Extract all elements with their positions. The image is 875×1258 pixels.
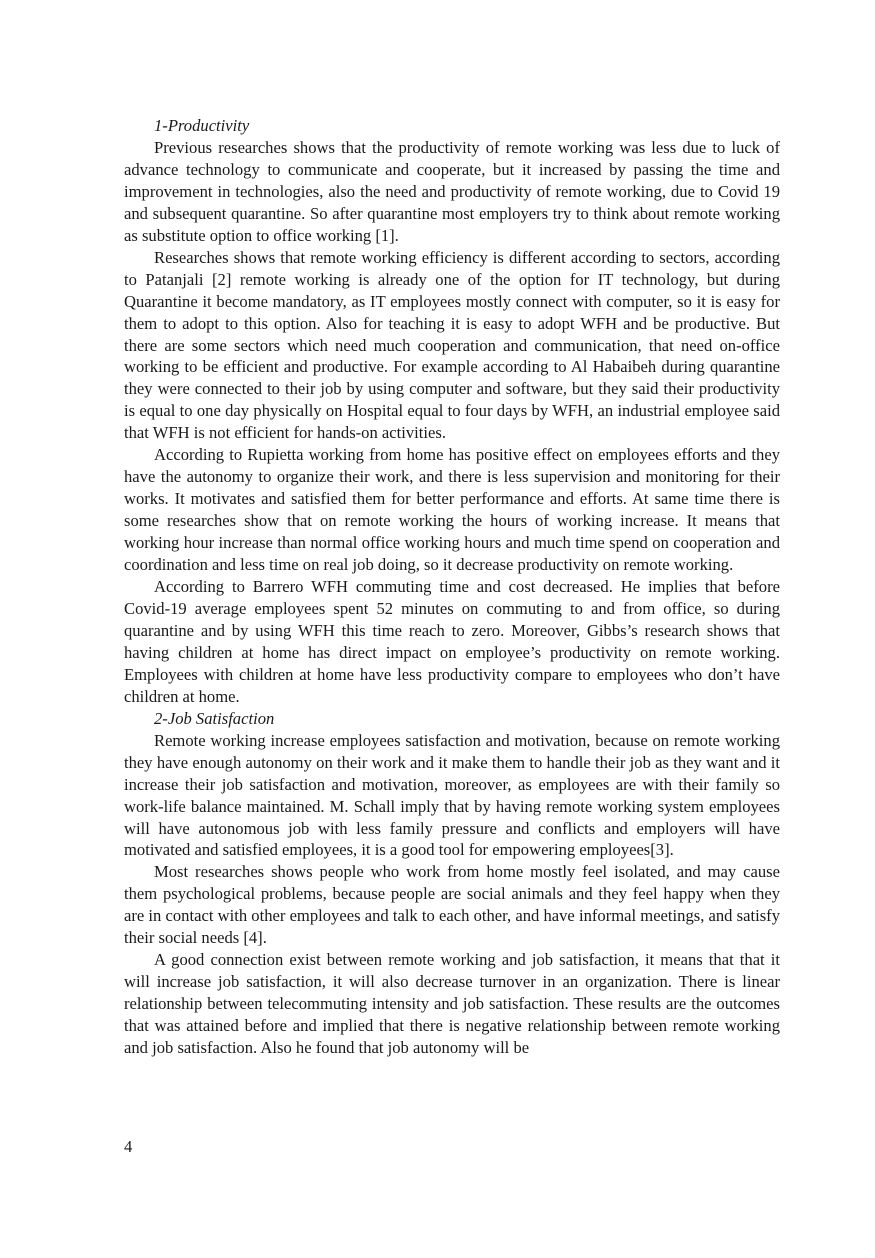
- section-heading-productivity: 1-Productivity: [154, 116, 250, 135]
- section-heading-job-satisfaction: 2-Job Satisfaction: [154, 708, 275, 728]
- paragraph: Previous researches shows that the productivity of remote working was less due to luck of advance technology to communicate and cooperate, but it increased by passing the time and improvement in technologies, also the need and productivity of remote working, due to Covid 19 and subsequent quarantine. So after quarantine most employers try to think about remote working as substitute option to office working [1].: [124, 137, 780, 245]
- paragraph: Remote working increase employees satisfaction and motivation, because on remote working they have enough autonomy on their work and it make them to handle their job as they want and it increase their job satisfaction and motivation, moreover, as employees are with their family so work-life balance maintained. M. Schall imply that by having remote working system employees will have autonomous job with less family pressure and conflicts and employers will have motivated and satisfied employees, it is a good tool for empowering employees[3].: [124, 730, 780, 860]
- paragraph: According to Barrero WFH commuting time and cost decreased. He implies that before Covid-19 average employees spent 52 minutes on commuting to and from office, so during quarantine and by using WFH this time reach to zero. Moreover, Gibbs’s research shows that having children at home has direct impact on employee’s productivity on remote working. Employees with children at home have less productivity compare to employees who don’t have children at home.: [124, 577, 780, 706]
- paragraph: Researches shows that remote working efficiency is different according to sectors, according to Patanjali [2] remote working is already one of the option for IT technology, but during Quarantine it become mandatory, as IT employees mostly connect with computer, so it is easy for them to adopt to this option. Also for teaching it is easy to adopt WFH and be productive. But there are some sectors which need much cooperation and communication, that need on-office working to be efficient and productive. For example according to Al Habaibeh during quarantine they were connected to their job by using computer and software, but they said their productivity is equal to one day physically on Hospital equal to four days by WFH, an industrial employee said that WFH is not efficient for hands-on activities.: [124, 247, 780, 443]
- body-text: [124, 115, 780, 1059]
- page-number: 4: [124, 1137, 133, 1156]
- paragraph: Most researches shows people who work from home mostly feel isolated, and may cause them psychological problems, because people are social animals and they feel happy when they are in contact with other employees and talk to each other, and have informal meetings, and satisfy their social needs [4].: [124, 862, 780, 948]
- paragraph: According to Rupietta working from home has positive effect on employees efforts and they have the autonomy to organize their work, and there is less supervision and monitoring for their works. It motivates and satisfied them for better performance and efforts. At same time there is some researches show that on remote working the hours of working increase. It means that working hour increase than normal office working hours and much time spend on cooperation and coordination and less time on real job doing, so it decrease productivity on remote working.: [124, 445, 780, 575]
- paragraph: A good connection exist between remote working and job satisfaction, it means that that it will increase job satisfaction, it will also decrease turnover in an organization. There is linear relationship between telecommuting intensity and job satisfaction. These results are the outcomes that was attained before and implied that there is negative relationship between remote working and job satisfaction. Also he found that job autonomy will be: [124, 950, 780, 1058]
